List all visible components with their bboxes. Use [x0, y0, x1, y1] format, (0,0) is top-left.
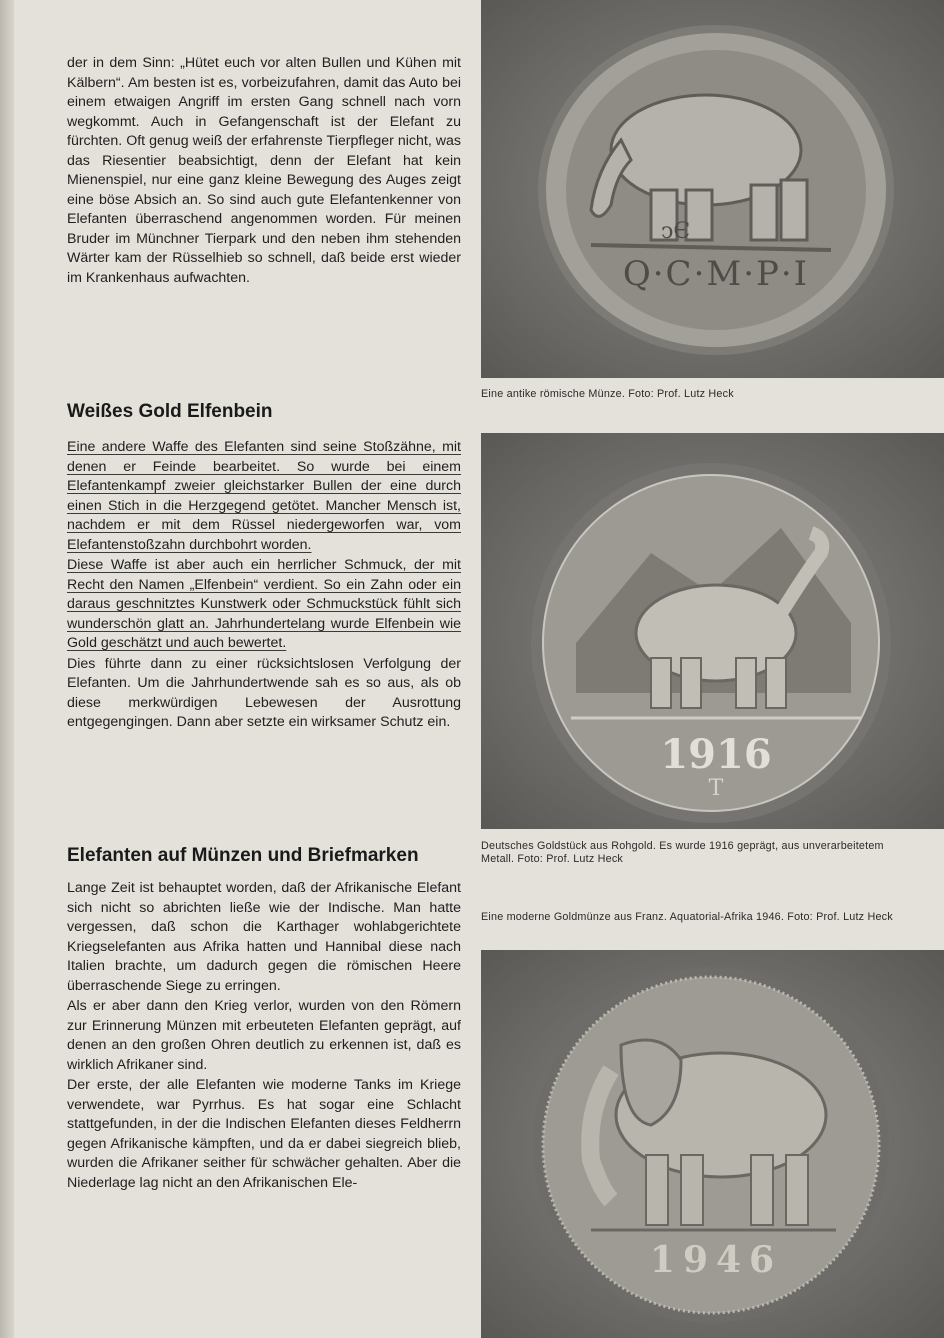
caption-1916-coin: Deutsches Goldstück aus Rohgold. Es wurde 1916 geprägt, aus unverarbeitetem Metall. Foto: Prof. Lutz Heck — [481, 840, 884, 865]
photo-roman-coin — [481, 0, 944, 378]
coin3-year: 1946 — [649, 1239, 783, 1281]
paragraph-5: Lange Zeit ist behauptet worden, daß der Afrikanische Elefant sich nicht so abrichten ließe wie der Indische. Man hatte vergessen, daß schon die Karthager wohlabgerichtete Kriegselefanten aus Afrika hatten und Hannibal diese nach Italien brachte, um dadurch gegen die römischen Heere überraschende Siege zu erringen. — [67, 880, 461, 994]
page-binding-edge — [0, 0, 14, 1338]
paragraph-7: Der erste, der alle Elefanten wie moderne Tanks im Kriege verwendete, war Pyrrhus. Es hat sogar eine Schlacht stattgefunden, in der die Indischen Elefanten dieses Feldherrn gegen Afrikanische kämpften, und da er dabei siegreich blieb, wurden die Afrikaner seither für schwächer gehalten. Aber die Niederlage lag nicht an den Afrikanischen Ele- — [67, 1077, 461, 1191]
photo-1946-coin — [481, 950, 944, 1338]
article-section-3 — [67, 879, 461, 1193]
heading-weisses-gold: Weißes Gold Elfenbein — [67, 401, 273, 422]
caption-1946-coin: Eine moderne Goldmünze aus Franz. Aquatorial-Afrika 1946. Foto: Prof. Lutz Heck — [481, 911, 893, 923]
coin2-year: 1916 — [660, 731, 772, 778]
paragraph-3: Diese Waffe ist aber auch ein herrlicher Schmuck, der mit Recht den Namen „Elfenbein“ verdient. So ein Zahn oder ein daraus geschnitztes Kunstwerk oder Schmuckstück fühlt sich wunderschön glatt an. Jahrhundertelang wurde Elfenbein wie Gold geschätzt und auch bewertet. — [67, 557, 461, 651]
article-section-2 — [67, 438, 461, 733]
heading-elefanten-muenzen: Elefanten auf Münzen und Briefmarken — [67, 845, 419, 866]
caption-roman-coin: Eine antike römische Münze. Foto: Prof. Lutz Heck — [481, 388, 734, 400]
paragraph-4: Dies führte dann zu einer rücksichtslosen Verfolgung der Elefanten. Um die Jahrhundertwende sah es so aus, als ob diese merkwürdigen Lebewesen der Ausrottung entgegengingen. Dann aber setzte ein wirksamer Schutz ein. — [67, 655, 461, 730]
paragraph-6: Als er aber dann den Krieg verlor, wurden von den Römern zur Erinnerung Münzen mit erbeuteten Elefanten geprägt, auf denen an den großen Ohren deutlich zu erkennen ist, daß es wirklich Afrikaner sind. — [67, 998, 461, 1073]
coin2-mint-mark: T — [708, 776, 724, 801]
coin1-inscription-bottom: Q·C·M·P·I — [622, 254, 810, 294]
paragraph-1: der in dem Sinn: „Hütet euch vor alten Bullen und Kühen mit Kälbern“. Am besten ist es, vorbeizufahren, damit das Auto bei einem etwaigen Angriff im ersten Gang schnell nach vorn wegkommt. Auch in Gefangenschaft ist der Elefant zu fürchten. Oft genug weiß der erfahrenste Tierpfleger nicht, was das Riesentier beabsichtigt, denn der Elefant hat kein Mienenspiel, nur eine ganz kleine Bewegung des Auges zeigt eine böse Absich an. So sind auch gute Elefantenkenner von Elefanten überraschend angenommen worden. Für meinen Bruder im Münchner Tierpark und den neben ihm stehenden Wärter kam der Rüsselhieb so schnell, daß beide erst wieder im Krankenhaus aufwachten. — [67, 55, 461, 286]
paragraph-2: Eine andere Waffe des Elefanten sind seine Stoßzähne, mit denen er Feinde bearbeitet. So wurde bei einem Elefantenkampf zweier gleichstarker Bullen der eine durch einen Stich in die Herzgegend getötet. Mancher Mensch ist, nachdem er mit dem Rüssel niedergeworfen war, vom Elefantenstoßzahn durchbohrt worden. — [67, 439, 461, 553]
coin1-inscription-left: ↄЄ — [661, 219, 691, 244]
article-section-1 — [67, 54, 461, 288]
photo-1916-coin — [481, 433, 944, 829]
